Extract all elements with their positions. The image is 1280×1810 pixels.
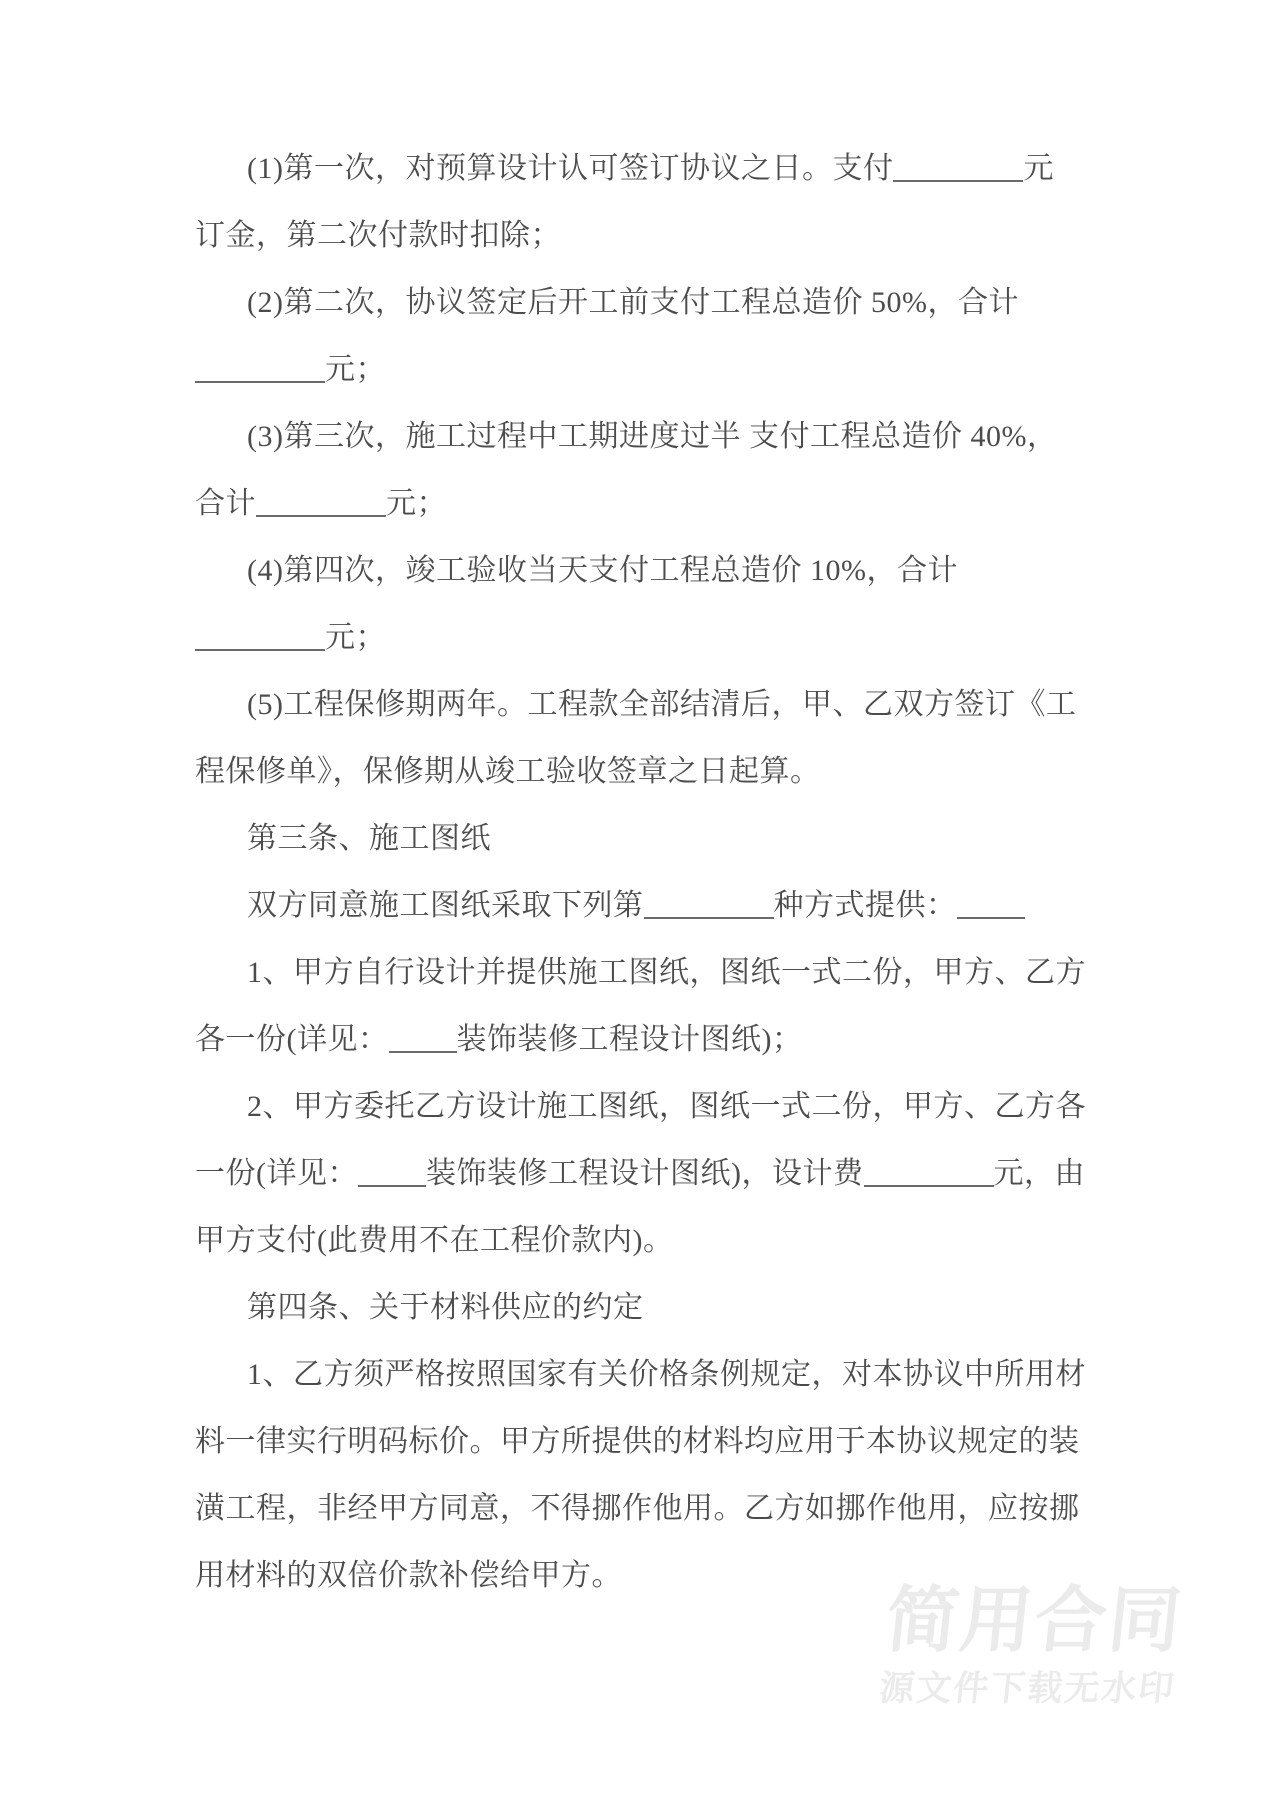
text-run: 第四条、关于材料供应的约定: [247, 1291, 644, 1324]
watermark-title: 简用合同: [882, 1581, 1187, 1661]
text-run: 装饰装修工程设计图纸)；: [456, 1023, 803, 1056]
text-run: 装饰装修工程设计图纸)，设计费: [426, 1157, 864, 1190]
text-run: 用材料的双倍价款补偿给甲方。: [195, 1559, 622, 1592]
text-run: 一份(详见：: [195, 1157, 358, 1190]
text-run: 第三条、施工图纸: [247, 822, 491, 855]
text-line: [195, 1408, 1115, 1475]
text-line: [195, 470, 1115, 537]
text-run: 各一份(详见：: [195, 1023, 389, 1056]
text-run: 元；: [325, 353, 386, 386]
text-run: 甲方支付(此费用不在工程价款内)。: [195, 1224, 674, 1257]
text-run: 2、甲方委托乙方设计施工图纸，图纸一式二份，甲方、乙方各: [247, 1090, 1086, 1123]
text-line: [195, 1140, 1115, 1207]
watermark-subtitle: 源文件下载无水印: [877, 1669, 1178, 1708]
blank-field: [389, 1026, 457, 1053]
blank-field: [864, 1160, 994, 1187]
text-run: 合计: [195, 487, 256, 520]
blank-field: [195, 356, 325, 383]
blank-field: [195, 624, 325, 651]
text-line: [195, 671, 1115, 738]
text-line: [195, 1341, 1115, 1408]
text-line: [195, 1207, 1115, 1274]
text-line: [195, 1475, 1115, 1542]
blank-field: [358, 1160, 426, 1187]
blank-field: [957, 892, 1025, 919]
text-line: [195, 939, 1115, 1006]
text-run: 订金，第二次付款时扣除；: [195, 219, 561, 252]
text-run: (2)第二次，协议签定后开工前支付工程总造价 50%，合计: [247, 286, 1019, 319]
text-run: 元；: [386, 487, 447, 520]
document-body: [195, 135, 1115, 1609]
text-run: 元: [1023, 152, 1054, 185]
text-line: [195, 403, 1115, 470]
text-line: [195, 805, 1115, 872]
text-run: 料一律实行明码标价。甲方所提供的材料均应用于本协议规定的装: [195, 1425, 1080, 1458]
text-line: [195, 1006, 1115, 1073]
text-line: [195, 872, 1115, 939]
text-run: 程保修单》，保修期从竣工验收签章之日起算。: [195, 755, 821, 788]
text-run: (3)第三次，施工过程中工期进度过半 支付工程总造价 40%，: [247, 420, 1058, 453]
text-run: 元；: [325, 621, 386, 654]
blank-field: [893, 155, 1023, 182]
text-run: 1、乙方须严格按照国家有关价格条例规定，对本协议中所用材: [247, 1358, 1086, 1391]
text-run: (1)第一次，对预算设计认可签订协议之日。支付: [247, 152, 894, 185]
text-line: [195, 269, 1115, 336]
text-line: [195, 738, 1115, 805]
text-line: [195, 1073, 1115, 1140]
blank-field: [256, 490, 386, 517]
text-line: [195, 336, 1115, 403]
text-run: 元，由: [993, 1157, 1085, 1190]
text-line: [195, 537, 1115, 604]
text-run: (4)第四次，竣工验收当天支付工程总造价 10%，合计: [247, 554, 958, 587]
text-line: [195, 135, 1115, 202]
text-run: 潢工程，非经甲方同意，不得挪作他用。乙方如挪作他用，应按挪: [195, 1492, 1080, 1525]
text-line: [195, 202, 1115, 269]
text-line: [195, 1274, 1115, 1341]
blank-field: [644, 892, 774, 919]
text-run: (5)工程保修期两年。工程款全部结清后，甲、乙双方签订《工: [247, 688, 1077, 721]
text-run: 1、甲方自行设计并提供施工图纸，图纸一式二份，甲方、乙方: [247, 956, 1086, 989]
watermark: [754, 1581, 1187, 1708]
text-line: [195, 604, 1115, 671]
text-run: 种方式提供：: [773, 889, 957, 922]
text-run: 双方同意施工图纸采取下列第: [247, 889, 644, 922]
